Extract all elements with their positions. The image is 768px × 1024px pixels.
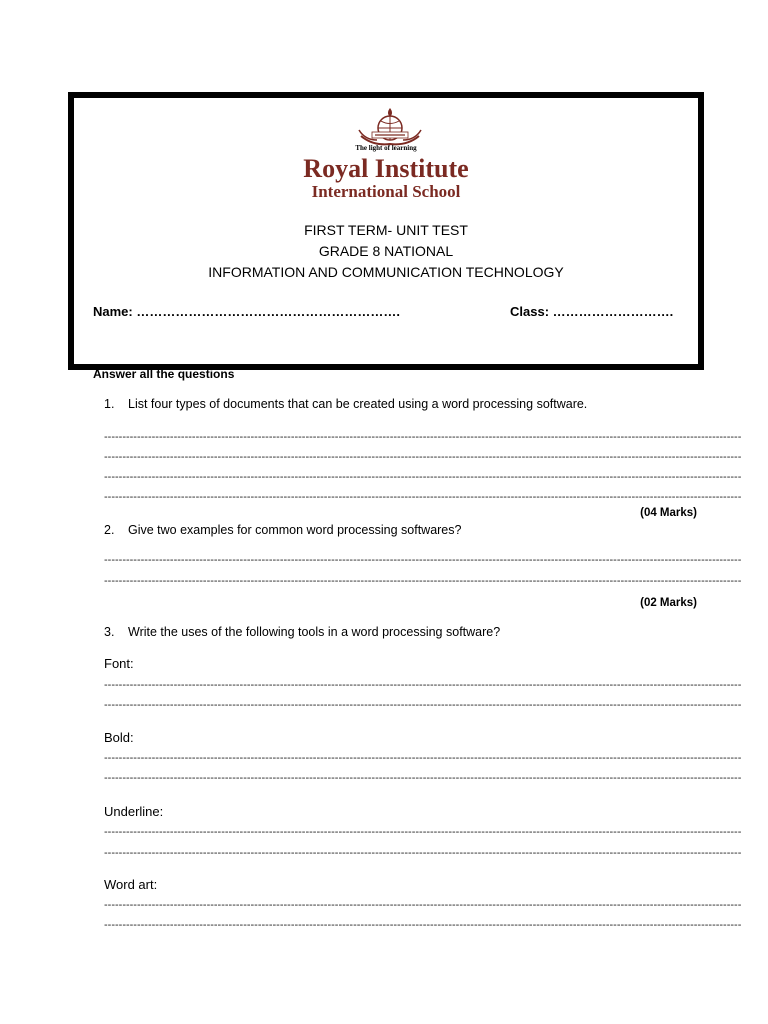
- tool-label-underline: Underline:: [104, 804, 164, 819]
- answer-line[interactable]: ------------------------------------------------------------------------------------------------------------------------------------------------------------------------------: [104, 575, 742, 587]
- name-field[interactable]: Name: …………………………………………………….: [93, 304, 400, 319]
- answer-line[interactable]: ------------------------------------------------------------------------------------------------------------------------------------------------------------------------------: [104, 919, 742, 931]
- answer-line[interactable]: ------------------------------------------------------------------------------------------------------------------------------------------------------------------------------: [104, 491, 742, 503]
- answer-line[interactable]: ------------------------------------------------------------------------------------------------------------------------------------------------------------------------------: [104, 772, 742, 784]
- answer-line[interactable]: ------------------------------------------------------------------------------------------------------------------------------------------------------------------------------: [104, 752, 742, 764]
- instructions: Answer all the questions: [93, 367, 235, 381]
- question-1: [104, 397, 587, 411]
- answer-line[interactable]: ------------------------------------------------------------------------------------------------------------------------------------------------------------------------------: [104, 847, 742, 859]
- question-number: 2.: [104, 523, 115, 537]
- question-number: 1.: [104, 397, 115, 411]
- tool-label-bold: Bold:: [104, 730, 134, 745]
- school-subtitle: International School: [311, 182, 461, 201]
- answer-line[interactable]: ------------------------------------------------------------------------------------------------------------------------------------------------------------------------------: [104, 826, 742, 838]
- question-2: [104, 523, 461, 537]
- answer-line[interactable]: ------------------------------------------------------------------------------------------------------------------------------------------------------------------------------: [104, 451, 742, 463]
- answer-line[interactable]: ------------------------------------------------------------------------------------------------------------------------------------------------------------------------------: [104, 699, 742, 711]
- test-title: FIRST TERM- UNIT TEST: [304, 222, 468, 238]
- grade-line: GRADE 8 NATIONAL: [318, 243, 454, 259]
- answer-line[interactable]: ------------------------------------------------------------------------------------------------------------------------------------------------------------------------------: [104, 679, 742, 691]
- answer-line[interactable]: ------------------------------------------------------------------------------------------------------------------------------------------------------------------------------: [104, 899, 742, 911]
- header-box: [68, 92, 704, 370]
- school-tagline: The light of learning: [355, 144, 417, 152]
- marks-label: (02 Marks): [640, 597, 697, 609]
- question-text: Give two examples for common word processing softwares?: [128, 523, 462, 537]
- question-text: List four types of documents that can be created using a word processing software.: [128, 397, 588, 411]
- answer-line[interactable]: ------------------------------------------------------------------------------------------------------------------------------------------------------------------------------: [104, 431, 742, 443]
- question-text: Write the uses of the following tools in a word processing software?: [128, 625, 501, 639]
- class-field[interactable]: Class: ……………………….: [510, 304, 674, 319]
- tool-label-font: Font:: [104, 656, 134, 671]
- school-name: Royal Institute: [303, 154, 469, 183]
- question-3: [104, 625, 500, 639]
- marks-label: (04 Marks): [640, 507, 697, 519]
- answer-line[interactable]: ------------------------------------------------------------------------------------------------------------------------------------------------------------------------------: [104, 471, 742, 483]
- question-number: 3.: [104, 625, 115, 639]
- tool-label-word-art: Word art:: [104, 877, 158, 892]
- subject-line: INFORMATION AND COMMUNICATION TECHNOLOGY: [208, 264, 564, 280]
- answer-line[interactable]: ------------------------------------------------------------------------------------------------------------------------------------------------------------------------------: [104, 554, 742, 566]
